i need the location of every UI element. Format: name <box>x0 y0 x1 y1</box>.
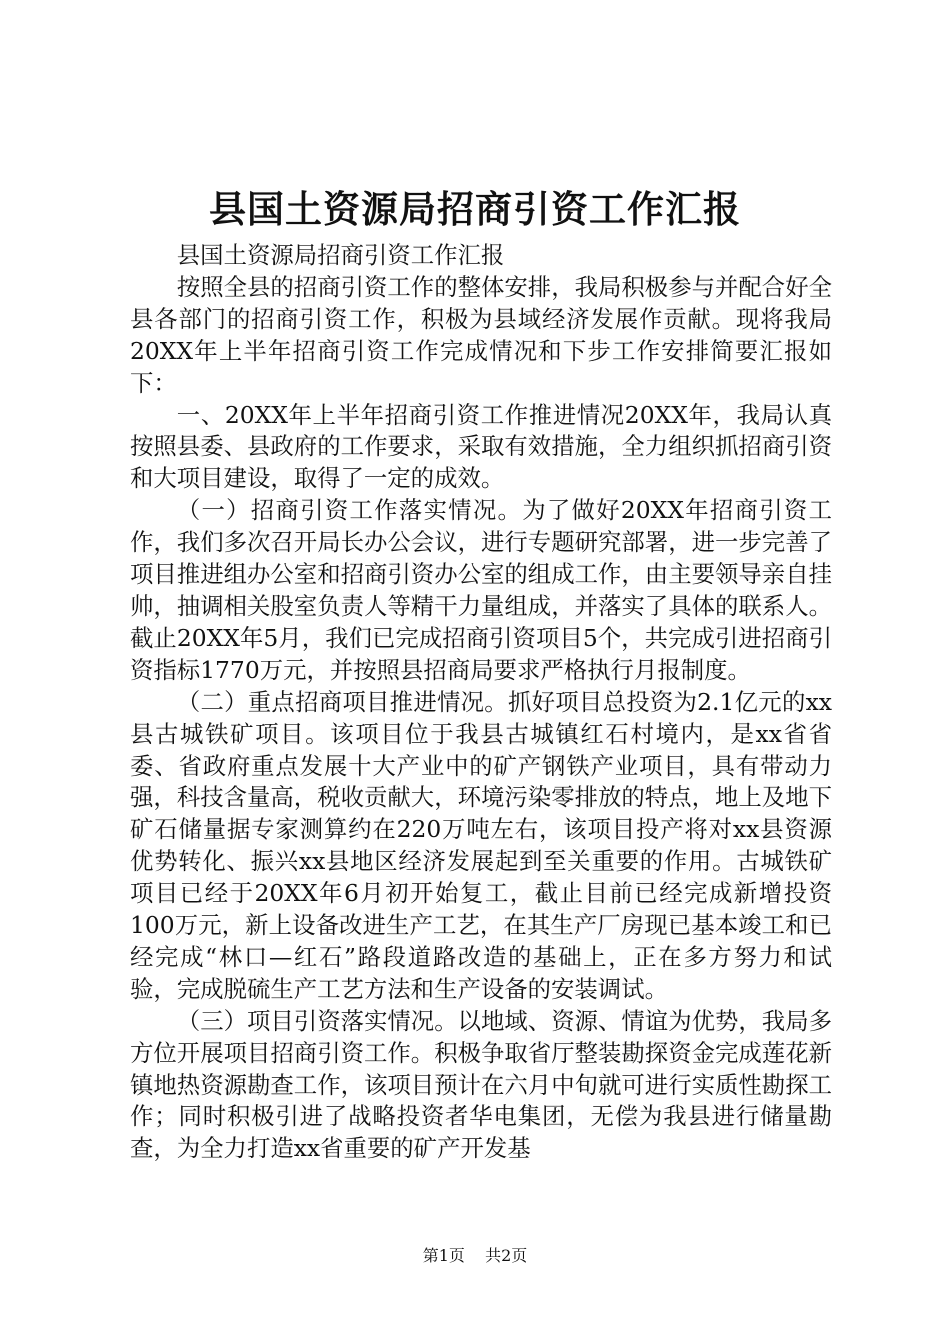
page-total: 共2页 <box>485 1246 528 1265</box>
paragraph-item-one: （一）招商引资工作落实情况。为了做好20XX年招商引资工作，我们多次召开局长办公会议，进行专题研究部署，进一步完善了项目推进组办公室和招商引资办公室的组成工作，由主要领导亲自挂帅，抽调相关股室负责人等精干力量组成，并落实了具体的联系人。截止20XX年5月，我们已完成招商引资项目5个，共完成引进招商引资指标1770万元，并按照县招商局要求严格执行月报制度。 <box>130 496 832 684</box>
paragraph-subtitle: 县国土资源局招商引资工作汇报 <box>176 241 505 269</box>
document-body <box>130 240 832 1165</box>
paragraph-section-one: 一、20XX年上半年招商引资工作推进情况20XX年，我局认真按照县委、县政府的工作要求，采取有效措施，全力组织抓招商引资和大项目建设，取得了一定的成效。 <box>130 400 832 493</box>
page-footer <box>0 1246 950 1266</box>
document-title: 县国土资源局招商引资工作汇报 <box>209 187 741 231</box>
paragraph-item-two: （二）重点招商项目推进情况。抓好项目总投资为2.1亿元的xx县古城铁矿项目。该项目位于我县古城镇红石村境内，是xx省省委、省政府重点发展十大产业中的矿产钢铁产业项目，具有带动力强，科技含量高，税收贡献大，环境污染零排放的特点，地上及地下矿石储量据专家测算约在220万吨左右，该项目投产将对xx县资源优势转化、振兴xx县地区经济发展起到至关重要的作用。古城铁矿项目已经于20XX年6月初开始复工，截止目前已经完成新增投资100万元，新上设备改进生产工艺，在其生产厂房现已基本竣工和已经完成“林口—红石”路段道路改造的基础上，正在多方努力和试验，完成脱硫生产工艺方法和生产设备的安装调试。 <box>130 687 832 1003</box>
paragraph-intro: 按照全县的招商引资工作的整体安排，我局积极参与并配合好全县各部门的招商引资工作，积极为县域经济发展作贡献。现将我局20XX年上半年招商引资工作完成情况和下步工作安排简要汇报如下： <box>130 272 832 397</box>
paragraph-item-three: （三）项目引资落实情况。以地域、资源、情谊为优势，我局多方位开展项目招商引资工作。积极争取省厅整装勘探资金完成莲花新镇地热资源勘查工作，该项目预计在六月中旬就可进行实质性勘探工作；同时积极引进了战略投资者华电集团，无偿为我县进行储量勘查，为全力打造xx省重要的矿产开发基 <box>130 1006 832 1163</box>
page-number: 第1页 <box>422 1246 465 1265</box>
